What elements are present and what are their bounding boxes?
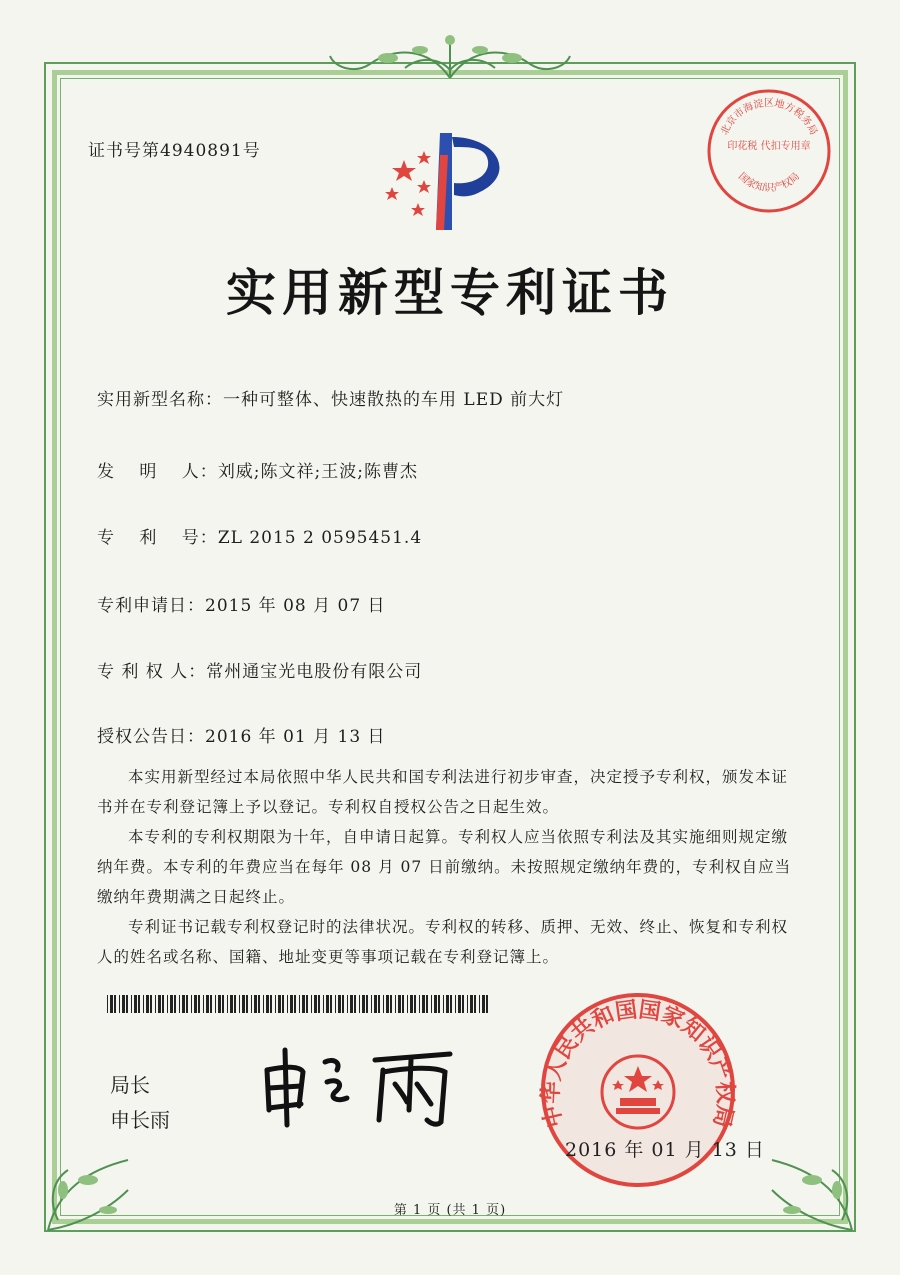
barcode-bar [366,995,368,1013]
body-paragraph: 本专利的专利权期限为十年，自申请日起算。专利权人应当依照专利法及其实施细则规定缴纳年费。本专利的年费应当在每年 08 月 07 日前缴纳。未按照规定缴纳年费的，专利权自应当缴纳年费期满之日起终止。 [97,828,792,906]
barcode-bar [203,995,204,1013]
barcode-bar [311,995,312,1013]
barcode-bar [222,995,224,1013]
barcode-bar [438,995,440,1013]
barcode-bar [182,995,185,1013]
barcode-bar [398,995,401,1013]
svg-text:国家知识产权局 [736,170,802,194]
body-paragraph: 本实用新型经过本局依照中华人民共和国专利法进行初步审查，决定授予专利权，颁发本证书并在专利登记簿上予以登记。专利权自授权公告之日起生效。 [97,768,789,816]
field-value: 常州通宝光电股份有限公司 [206,662,423,682]
tax-stamp-seal [704,86,834,216]
barcode-bar [410,995,413,1013]
field-label: 专利申请日： [97,596,205,616]
seal-bottom-text: 国家知识产权局 [735,171,803,195]
field-value: 一种可整体、快速散热的车用 LED 前大灯 [223,390,565,410]
handwritten-signature [255,1040,465,1130]
field-application-date [97,591,386,616]
barcode-bar [362,995,365,1013]
barcode-bar [278,995,281,1013]
field-patent-number [97,523,422,548]
barcode-bar [374,995,377,1013]
barcode-bar [287,995,288,1013]
barcode-bar [299,995,300,1013]
patent-office-logo [378,125,518,235]
field-value: 刘威;陈文祥;王波;陈曹杰 [217,462,418,482]
barcode-bar [443,995,444,1013]
barcode-bar [386,995,389,1013]
barcode-bar [338,995,341,1013]
page-number: 第 1 页 (共 1 页) [393,1203,507,1218]
field-label: 专 利 号： [97,528,218,548]
barcode-bar [170,995,173,1013]
top-ornament [300,28,600,88]
barcode-bar [119,995,120,1013]
barcode-bar [215,995,216,1013]
field-utility-model-name [97,385,564,410]
barcode-bar [194,995,197,1013]
barcode-bar [186,995,188,1013]
barcode-bar [402,995,404,1013]
field-label: 实用新型名称： [97,390,223,410]
barcode-bar [450,995,452,1013]
barcode-bar [162,995,164,1013]
barcode-bar [467,995,468,1013]
bottom-right-ornament [752,1130,872,1250]
barcode-bar [314,995,317,1013]
barcode-bar [158,995,161,1013]
barcode-bar [434,995,437,1013]
barcode-bar [251,995,252,1013]
field-inventors [97,457,418,482]
barcode-bar [107,995,108,1013]
barcode-bar [275,995,276,1013]
barcode-bar [455,995,456,1013]
barcode-bar [470,995,473,1013]
barcode-bar [282,995,284,1013]
barcode-bar [347,995,348,1013]
barcode-bar [378,995,380,1013]
barcode-bar [239,995,240,1013]
barcode-bar [227,995,228,1013]
barcode-bar [407,995,408,1013]
certificate-number: 证书号第4940891号 [88,141,261,161]
barcode-bar [126,995,128,1013]
field-value: ZL 2015 2 0595451.4 [217,528,423,548]
barcode-bar [114,995,116,1013]
barcode-bar [206,995,209,1013]
barcode-bar [458,995,461,1013]
barcode-bar [414,995,416,1013]
barcode-bar [350,995,353,1013]
barcode-bar [230,995,233,1013]
barcode-bar [218,995,221,1013]
barcode-bar [482,995,485,1013]
barcode-bar [326,995,329,1013]
barcode-bar [462,995,464,1013]
field-value: 2016 年 01 月 13 日 [205,727,386,747]
barcode-bar [479,995,480,1013]
barcode-bar [210,995,212,1013]
barcode-bar [270,995,272,1013]
barcode-bar [198,995,200,1013]
field-announcement-date [97,722,386,747]
barcode-bar [426,995,428,1013]
barcode-bar [330,995,332,1013]
barcode-bar [395,995,396,1013]
signer-title: 局长 [110,1073,150,1097]
barcode-bar [306,995,308,1013]
seal-arc-text: 中华人民共和国国家知识产权局 [538,996,738,1130]
barcode-bar [323,995,324,1013]
barcode-bar [191,995,192,1013]
barcode-bar [263,995,264,1013]
seal-top-text: 北京市海淀区地方税务局 [719,98,819,137]
barcode-bar [342,995,344,1013]
barcode-bar [419,995,420,1013]
barcode-bar [167,995,168,1013]
barcode-bar [258,995,260,1013]
barcode-bar [390,995,392,1013]
barcode-bar [179,995,180,1013]
barcode-bar [359,995,360,1013]
barcode-bar [242,995,245,1013]
barcode-bar [422,995,425,1013]
field-label: 专 利 权 人： [97,662,207,682]
bottom-left-ornament [28,1130,148,1250]
barcode [107,995,489,1013]
barcode-bar [134,995,137,1013]
field-label: 授权公告日： [97,727,205,747]
barcode-bar [110,995,113,1013]
seal-center-text: 印花税 代扣专用章 [727,141,811,152]
field-patentee [97,657,422,682]
barcode-bar [431,995,432,1013]
barcode-bar [174,995,176,1013]
barcode-bar [266,995,269,1013]
barcode-bar [150,995,152,1013]
certificate-title: 实用新型专利证书 [226,263,674,322]
barcode-bar [318,995,320,1013]
barcode-bar [302,995,305,1013]
barcode-bar [146,995,149,1013]
barcode-bar [383,995,384,1013]
barcode-bar [486,995,488,1013]
barcode-bar [234,995,236,1013]
barcode-bar [143,995,144,1013]
certificate-body [97,762,797,972]
barcode-bar [335,995,336,1013]
field-value: 2015 年 08 月 07 日 [205,596,386,616]
barcode-bar [354,995,356,1013]
barcode-bar [254,995,257,1013]
signer-name: 申长雨 [110,1108,170,1132]
barcode-bar [446,995,449,1013]
barcode-bar [138,995,140,1013]
body-paragraph: 专利证书记载专利权登记时的法律状况。专利权的转移、质押、无效、终止、恢复和专利权人的姓名或名称、国籍、地址变更等事项记载在专利登记簿上。 [97,918,789,966]
barcode-bar [371,995,372,1013]
barcode-bar [290,995,293,1013]
barcode-bar [294,995,296,1013]
barcode-bar [155,995,156,1013]
barcode-bar [246,995,248,1013]
barcode-bar [131,995,132,1013]
field-label: 发 明 人： [97,462,218,482]
barcode-bar [474,995,476,1013]
barcode-bar [122,995,125,1013]
seal-date: 2016 年 01 月 13 日 [565,1139,765,1161]
